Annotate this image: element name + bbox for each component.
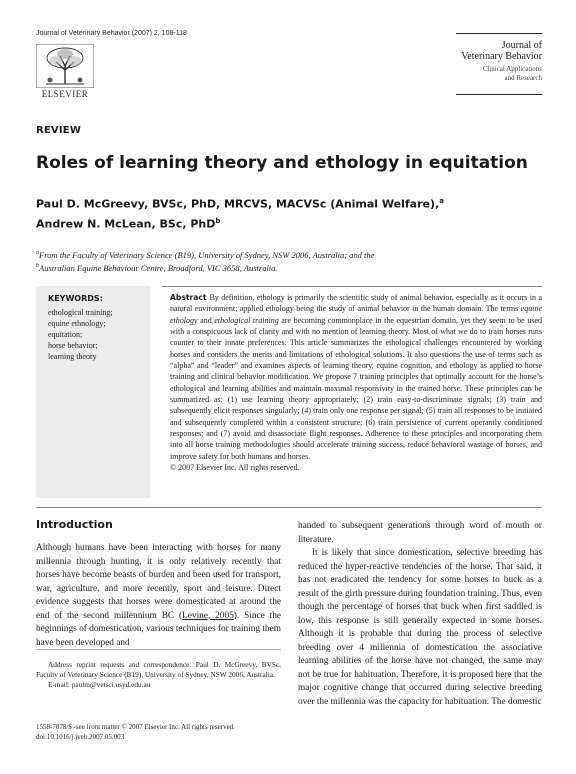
publisher-name: ELSEVIER — [41, 89, 89, 99]
masthead-title-line-1: Journal of — [501, 40, 542, 51]
correspondence-footnote — [36, 660, 281, 690]
abstract-term: equine ethology — [170, 304, 542, 325]
elsevier-tree-icon — [36, 44, 94, 88]
author-2-name: Andrew N. McLean, BSc, PhD — [36, 217, 216, 231]
intro-paragraph-1 — [36, 542, 281, 650]
abstract-copyright: © 2007 Elsevier Inc. All rights reserved. — [170, 463, 300, 473]
section-heading-introduction: Introduction — [36, 518, 113, 531]
abstract-term: ethological training — [214, 315, 279, 325]
abstract-text: By definition, ethology is primarily the scientific study of animal behavior, especially as it occurs in a natural environment; applied ethology being the study of animal behavior in the human domain. The terms — [170, 293, 542, 314]
section-label: REVIEW — [36, 125, 82, 136]
masthead-subtitle-line-1: Clinical Applications — [482, 65, 542, 73]
affiliation-b — [36, 260, 556, 274]
author-2 — [36, 213, 556, 233]
correspondence-address: Address reprint requests and correspondence: Paul D. McGreevy, BVSc, Faculty of Veterinary Science (B19), University of Sydney, NSW 2006, Australia. — [36, 660, 281, 679]
correspondence-email[interactable]: E-mail: paulm@vetsci.usyd.edu.au — [48, 680, 151, 689]
body-paragraph-continued: handed to subsequent generations through word of mouth or literature. — [298, 521, 542, 545]
keyword-item: equine ethnology; — [48, 319, 106, 328]
journal-citation: Journal of Veterinary Behavior (2007) 2, 108-118 — [36, 30, 187, 37]
abstract-bottom-rule — [36, 507, 542, 508]
keyword-item: ethological training; — [48, 308, 113, 317]
abstract-top-rule — [162, 286, 542, 287]
keywords-box — [36, 286, 150, 498]
abstract-text: are becoming commonplace in the equestrian domain, yet they seem to be used with a conspicuous lack of clarity and with no mention of learning theory. Most of what we do to train horses runs counter to their innate preferences. This article summarizes the ethological challenges encountered by working horses and considers the merits and limitations of ethological solutions. It also questions the use of terms such as “alpha” and “leader” and examines aspects of learning theory, equine cognition, and ethology as applied to horse training and clinical behavior modification. We propose 7 training principles that optimally account for the horse’s ethological and learning abilities and maintain maximal responsivity in the trained horse. These principles can be summarized as: (1) use learning theory appropriately; (2) train easy-to-discriminate signals; (3) train and subsequently elicit responses singularly; (4) train only one response per signal; (5) train all responses to be initiated and subsequently completed within a consistent structure; (6) train persistence of current operantly conditioned responses; and (7) avoid and disassociate flight responses. Adherence to these principles and incorporating them into all horse training methodologies should accelerate training success, reduce behavioral wastage of horses, and improve safety for both humans and horses. — [170, 315, 542, 461]
keywords-heading: KEYWORDS: — [48, 294, 103, 303]
publisher-logo — [36, 44, 96, 102]
abstract — [170, 292, 542, 474]
bottom-meta — [36, 722, 235, 742]
affiliation-b-mark: b — [36, 263, 39, 269]
author-1-name: Paul D. McGreevy, BVSc, PhD, MRCVS, MACVSc (Animal Welfare), — [36, 197, 440, 211]
author-2-affiliation-mark: b — [215, 216, 221, 225]
keywords-list — [48, 307, 113, 362]
affiliation-b-text: Australian Equine Behaviour Centre, Broadford, VIC 3658, Australia. — [39, 262, 278, 273]
author-list — [36, 193, 556, 232]
keyword-item: horse behavior; — [48, 341, 98, 350]
author-1 — [36, 193, 556, 213]
abstract-label: Abstract — [170, 293, 207, 302]
intro-text: Although humans have been interacting with horses for many millennia through hunting, it is only relatively recently that horses have become beasts of burden and been used for transport, war, agriculture, and more recently, sport and leisure. Direct evidence suggests that horses were domesticated at around the end of the second millennium BC ( — [36, 543, 281, 621]
affiliation-a-text: From the Faculty of Veterinary Science (B19), University of Sydney, NSW 2006, Australia; and the — [39, 249, 375, 260]
footnote-rule — [36, 649, 281, 650]
author-1-affiliation-mark: a — [439, 197, 444, 205]
body-column-left — [36, 542, 281, 650]
issn-line: 1558-7878/$ -see front matter © 2007 Elsevier Inc. All rights reserved. — [36, 723, 235, 731]
masthead-subtitle-line-2: and Research — [504, 74, 542, 82]
body-paragraph-2: It is likely that since domestication, selective breeding has reduced the hyper-reactive tendencies of the horse. That said, it has not eradicated the tendency for some horses to buck as a result of the girth pressure during foundation training. Thus, even though the percentage of horses that buck when first saddled is low, this response is still generally expected in some horses. Although it is probable that during the process of selective breeding over 4 millennia of domestication the associative learning abilities of the horse have not changed, the same may not be true for habituation. Therefore, it is proposed here that the major cognitive change that occurred during selective breeding over the millennia was the capacity for habituation. The domestic — [298, 548, 542, 707]
keyword-item: learning theory — [48, 352, 97, 361]
citation-link-levine-2005[interactable]: Levine, 2005 — [182, 610, 234, 621]
abstract-text: and — [197, 315, 215, 325]
affiliation-a-mark: a — [36, 250, 39, 256]
intro-text: ). Since the beginnings of domestication, various techniques for training them have been developed and — [36, 610, 281, 648]
keyword-item: equitation; — [48, 330, 83, 339]
doi-line[interactable]: doi:10.1016/j.jveb.2007.05.003 — [36, 733, 125, 741]
journal-masthead — [456, 33, 542, 95]
article-title: Roles of learning theory and ethology in equitation — [36, 153, 528, 173]
body-column-right — [298, 520, 542, 709]
masthead-title-line-2: Veterinary Behavior — [461, 51, 542, 62]
affiliation-a — [36, 247, 556, 261]
